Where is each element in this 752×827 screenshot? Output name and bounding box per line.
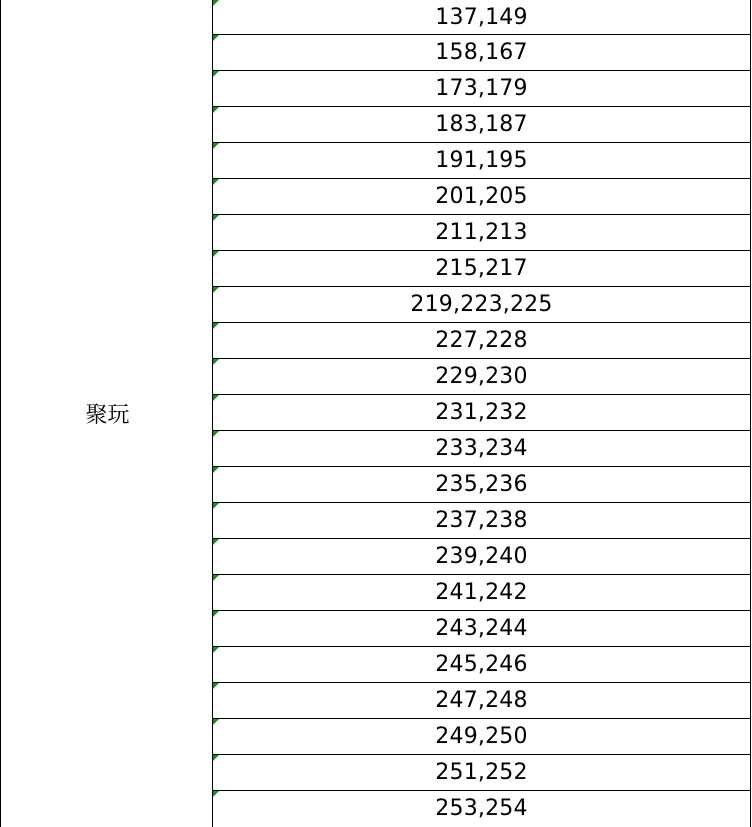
table-row[interactable] <box>213 791 750 826</box>
cell-marker-icon <box>213 35 219 41</box>
cell-value: 239,240 <box>435 544 528 569</box>
cell-marker-icon <box>213 287 219 293</box>
cell-marker-icon <box>213 683 219 689</box>
table-row[interactable] <box>213 71 750 107</box>
cell-marker-icon <box>213 467 219 473</box>
table-row[interactable] <box>213 359 750 395</box>
table-row[interactable] <box>213 143 750 179</box>
table-row[interactable] <box>213 179 750 215</box>
cell-value: 227,228 <box>435 328 528 353</box>
cell-marker-icon <box>213 503 219 509</box>
cell-value: 253,254 <box>435 796 528 821</box>
cell-value: 247,248 <box>435 688 528 713</box>
table-row[interactable] <box>213 0 750 35</box>
table-row[interactable] <box>213 323 750 359</box>
cell-marker-icon <box>213 395 219 401</box>
value-column <box>212 0 751 827</box>
cell-marker-icon <box>213 431 219 437</box>
cell-value: 231,232 <box>435 400 528 425</box>
cell-value: 158,167 <box>435 40 528 65</box>
table-row[interactable] <box>213 503 750 539</box>
cell-value: 241,242 <box>435 580 528 605</box>
cell-value: 251,252 <box>435 760 528 785</box>
cell-value: 237,238 <box>435 508 528 533</box>
cell-value: 243,244 <box>435 616 528 641</box>
table-row[interactable] <box>213 755 750 791</box>
table-row[interactable] <box>213 395 750 431</box>
cell-marker-icon <box>213 0 219 6</box>
cell-marker-icon <box>213 143 219 149</box>
cell-marker-icon <box>213 359 219 365</box>
table-row[interactable] <box>213 287 750 323</box>
cell-value: 137,149 <box>435 4 528 30</box>
cell-marker-icon <box>213 251 219 257</box>
cell-value: 219,223,225 <box>410 292 553 317</box>
merged-cell-text: 聚玩 <box>85 403 130 428</box>
cell-marker-icon <box>213 107 219 113</box>
cell-marker-icon <box>213 215 219 221</box>
merged-cell-label[interactable] <box>1 0 212 827</box>
cell-marker-icon <box>213 539 219 545</box>
cell-value: 233,234 <box>435 436 528 461</box>
table-row[interactable] <box>213 539 750 575</box>
cell-value: 211,213 <box>435 220 528 245</box>
table-row[interactable] <box>213 611 750 647</box>
cell-value: 249,250 <box>435 724 528 749</box>
table-row[interactable] <box>213 431 750 467</box>
table-row[interactable] <box>213 35 750 71</box>
table-row[interactable] <box>213 215 750 251</box>
cell-marker-icon <box>213 719 219 725</box>
cell-marker-icon <box>213 71 219 77</box>
cell-value: 183,187 <box>435 112 528 137</box>
table-row[interactable] <box>213 467 750 503</box>
cell-marker-icon <box>213 647 219 653</box>
cell-value: 229,230 <box>435 364 528 389</box>
cell-marker-icon <box>213 611 219 617</box>
table-row[interactable] <box>213 251 750 287</box>
cell-value: 173,179 <box>435 76 528 101</box>
cell-marker-icon <box>213 755 219 761</box>
table-row[interactable] <box>213 107 750 143</box>
cell-value: 191,195 <box>435 148 528 173</box>
table-row[interactable] <box>213 719 750 755</box>
cell-marker-icon <box>213 575 219 581</box>
cell-marker-icon <box>213 179 219 185</box>
cell-marker-icon <box>213 323 219 329</box>
cell-value: 235,236 <box>435 472 528 497</box>
cell-marker-icon <box>213 791 219 797</box>
table-row[interactable] <box>213 647 750 683</box>
table-row[interactable] <box>213 683 750 719</box>
table-row[interactable] <box>213 575 750 611</box>
cell-value: 215,217 <box>435 256 528 281</box>
cell-value: 245,246 <box>435 652 528 677</box>
cell-value: 201,205 <box>435 184 528 209</box>
